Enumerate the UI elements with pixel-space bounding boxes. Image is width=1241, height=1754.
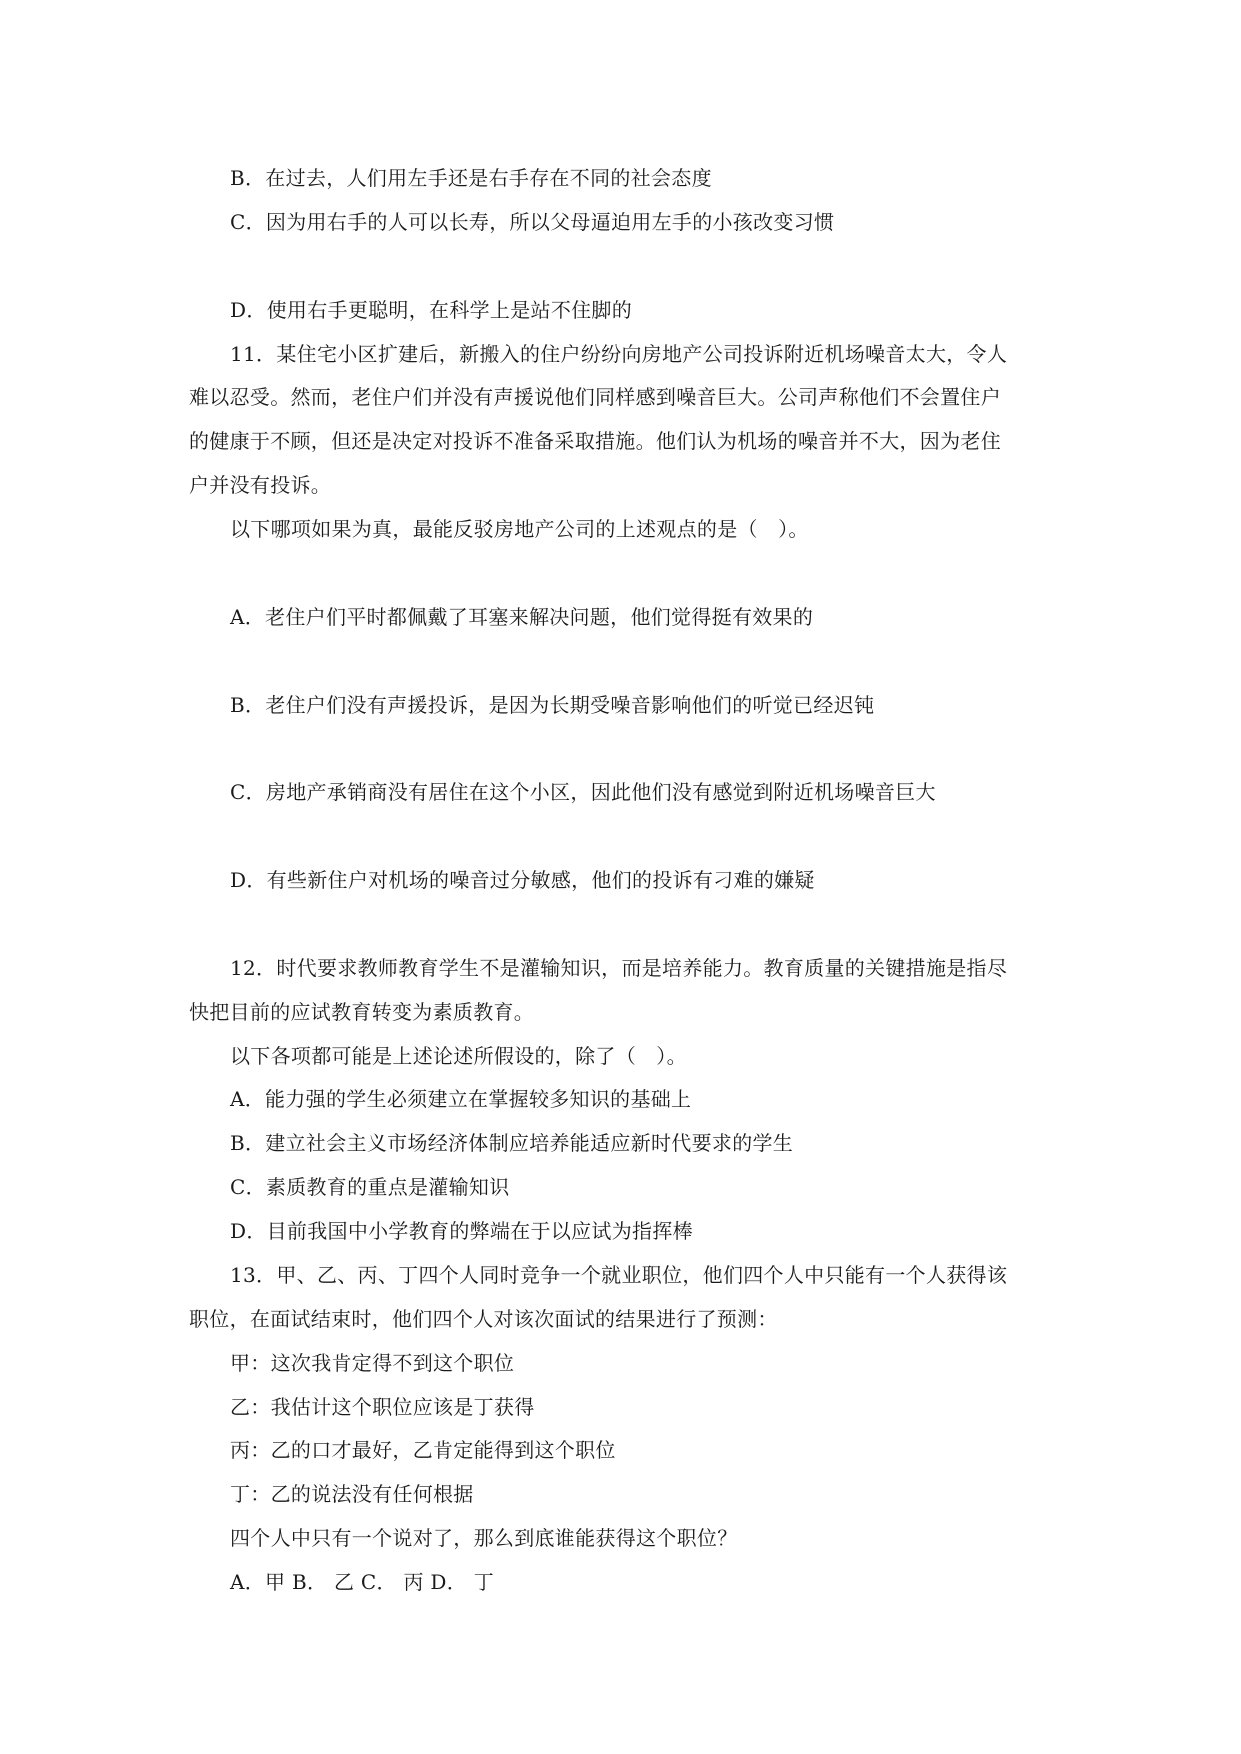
q11-option-d: D．有些新住户对机场的噪音过分敏感，他们的投诉有刁难的嫌疑	[230, 868, 815, 892]
q13-statement-yi: 乙：我估计这个职位应该是丁获得	[230, 1395, 535, 1419]
q11-option-b: B．老住户们没有声援投诉，是因为长期受噪音影响他们的听觉已经迟钝	[230, 693, 875, 717]
q11-option-c: C．房地产承销商没有居住在这个小区，因此他们没有感觉到附近机场噪音巨大	[230, 780, 936, 804]
q11-stem-line-1: 11．某住宅小区扩建后，新搬入的住户纷纷向房地产公司投诉附近机场噪音太大，令人	[230, 342, 1008, 366]
q12-stem-line-2: 快把目前的应试教育转变为素质教育。	[189, 1000, 535, 1024]
q13-question: 四个人中只有一个说对了，那么到底谁能获得这个职位？	[230, 1526, 738, 1550]
q11-stem-line-3: 的健康于不顾，但还是决定对投诉不准备采取措施。他们认为机场的噪音并不大，因为老住	[189, 429, 1001, 453]
q13-stem-line-1: 13．甲、乙、丙、丁四个人同时竞争一个就业职位，他们四个人中只能有一个人获得该	[230, 1263, 1008, 1287]
q12-option-c: C．素质教育的重点是灌输知识	[230, 1175, 510, 1199]
q11-stem-line-4: 户并没有投诉。	[189, 473, 332, 497]
q12-option-b: B．建立社会主义市场经济体制应培养能适应新时代要求的学生	[230, 1131, 794, 1155]
q12-stem-line-1: 12．时代要求教师教育学生不是灌输知识，而是培养能力。教育质量的关键措施是指尽	[230, 956, 1008, 980]
q13-statement-bing: 丙：乙的口才最好，乙肯定能得到这个职位	[230, 1438, 616, 1462]
q11-option-a: A．老住户们平时都佩戴了耳塞来解决问题，他们觉得挺有效果的	[230, 605, 814, 629]
q13-statement-ding: 丁：乙的说法没有任何根据	[230, 1482, 474, 1506]
q13-stem-line-2: 职位，在面试结束时，他们四个人对该次面试的结果进行了预测：	[189, 1307, 778, 1331]
q12-option-a: A．能力强的学生必须建立在掌握较多知识的基础上	[230, 1087, 692, 1111]
q13-options: A．甲 B． 乙 C． 丙 D． 丁	[230, 1570, 495, 1594]
q11-stem-line-2: 难以忍受。然而，老住户们并没有声援说他们同样感到噪音巨大。公司声称他们不会置住户	[189, 385, 1001, 409]
q12-question: 以下各项都可能是上述论述所假设的，除了（ ）。	[230, 1044, 687, 1068]
q13-statement-jia: 甲：这次我肯定得不到这个职位	[230, 1351, 515, 1375]
q11-question: 以下哪项如果为真，最能反驳房地产公司的上述观点的是（ ）。	[230, 517, 809, 541]
q10-option-b: B．在过去，人们用左手还是右手存在不同的社会态度	[230, 166, 712, 190]
q12-option-d: D．目前我国中小学教育的弊端在于以应试为指挥棒	[230, 1219, 693, 1243]
q10-option-d: D．使用右手更聪明，在科学上是站不住脚的	[230, 298, 633, 322]
q10-option-c: C．因为用右手的人可以长寿，所以父母逼迫用左手的小孩改变习惯	[230, 210, 835, 234]
